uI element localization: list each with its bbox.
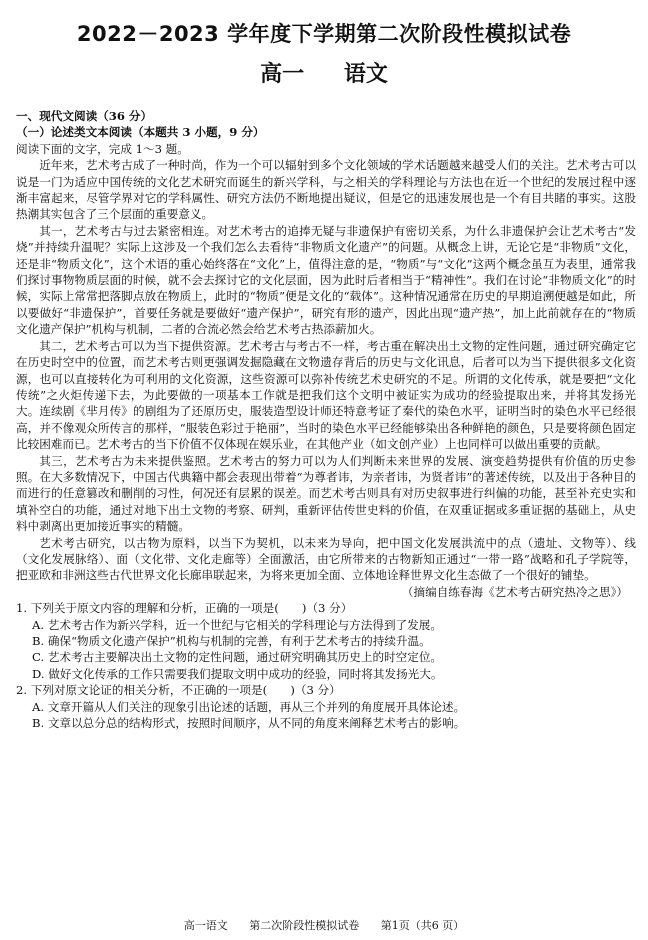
question-option: C. 艺术考古主要解决出土文物的定性问题，通过研究明确其历史上的时空定位。	[32, 650, 443, 665]
exam-title: 2022－2023 学年度下学期第二次阶段性模拟试卷	[76, 22, 572, 46]
footer-exam: 第二次阶段性模拟试卷	[249, 919, 360, 932]
passage-paragraph: 近年来，艺术考古成了一种时尚，作为一个可以辐射到多个文化领域的学术话题越来越受人们的关注。艺术考古可以说是一门为适应中国传统的文化艺术研究而诞生的新兴学科，与之相关的学科理论与方法也在近一个世纪的发展过程中逐渐丰富起来，尽管学界对它的学科属性、研究方法仍不断地提出疑议，但是它的迅速发展也是一个有目共睹的事实。这股热潮其实包含了三个层面的重要意义。	[16, 158, 636, 222]
passage-paragraph: 其二，艺术考古可以为当下提供资源。艺术考古与考古不一样，考古重在解决出土文物的定性问题，通过研究确定它在历史时空中的位置，而艺术考古则更强调发掘隐藏在文物遗存背后的历史与文化讯息，后者可以为当下提供很多文化资源，也可以直接转化为可利用的文化资源，这些资源可以弥补传统艺术史研究的不足。所谓的文化传承，就是要把“文化传统”之火炬传递下去，为此要做的一项基本工作就是把我们这个文明中被证实为成功的经验提取出来，并将其发扬光大。连续剧《芈月传》的剧组为了还原历史，服装造型设计师还特意考证了秦代的染色水平，证明当时的染色水平已经很高，并不像观众所传言的那样，“服装色彩过于艳丽”，当时的染色水平已经能够染出各种鲜艳的颜色，只是要将颜色固定比较困难而已。艺术考古的当下价值不仅体现在娱乐业，在其他产业（如文创产业）上也同样可以做出重要的贡献。	[16, 338, 636, 452]
passage-paragraph: 其一，艺术考古与过去紧密相连。对艺术考古的追捧无疑与非遗保护有密切关系，为什么非遗保护会让艺术考古“发烧”并持续升温呢？实际上这涉及一个我们怎么去看待“非物质文化遗产”的问题。从概念上讲，无论它是“非物质”文化，还是非“物质文化”，这个术语的重心始终落在“文化”上，值得注意的是，“物质”与“文化”这两个概念虽互为表里，通常我们探讨事物物质层面的时候，就不会去探讨它的文化层面，因为此时后者相当于“精神性”。我们在讨论“非物质文化”的时候，实际上常常把落脚点放在物质上，此时的“物质”便是文化的“载体”。这种情况通常在历史的早期追溯便越是如此，所以要做好“非遗保护”，首要任务就是要做好“遗产保护”，研究有形的遗产，因此出现“遗产热”，加上此前就存在的“物质文化遗产保护”机构与机制，二者的合流必然会给艺术考古热添薪加火。	[16, 223, 636, 337]
exam-body	[16, 108, 636, 731]
footer-page-number: 第1页（共6 页）	[380, 919, 465, 932]
section-subheading: （一）论述类文本阅读（本题共 3 小题，9 分）	[16, 125, 265, 140]
section-heading: 一、现代文阅读（36 分）	[16, 109, 153, 123]
question-option: B. 确保“物质文化遗产保护”机构与机制的完善，有利于艺术考古的持续升温。	[32, 634, 431, 648]
passage-attribution: （摘编自练春海《艺术考古研究热冷之思》）	[401, 584, 628, 599]
grade-label: 高一	[260, 62, 305, 87]
footer-subject: 高一语文	[183, 919, 228, 932]
reading-instruction: 阅读下面的文字，完成 1～3 题。	[16, 141, 189, 156]
passage-paragraph: 艺术考古研究，以古物为原料，以当下为契机，以未来为导向，把中国文化发展洪流中的点（遗址、文物等）、线（文化发展脉络）、面（文化带、文化走廊等）全面激活，由它所带来的古物新知正通过“一带一路”战略和孔子学院等，把亚欧和非洲这些古代世界文化长廊串联起来，为将来更加全面、立体地诠释世界文化生态做了一个很好的铺垫。	[16, 535, 636, 583]
passage-paragraph: 其三，艺术考古为未来提供鉴照。艺术考古的努力可以为人们判断未来世界的发展、演变趋势提供有价值的历史参照。在大多数情况下，中国古代典籍中都会表现出带着“为尊者讳，为亲者讳，为贤者讳”的著述传统，以及出于各种目的而进行的任意篡改和删削的习性，何况还有层累的误差。而艺术考古则具有对历史叙事进行纠偏的功能，甚至补充史实和填补空白的功能，通过对地下出土文物的考察、研判，重新评估传世史料的价值，在双重证据或多重证据的基础上，从史料中剥离出更加接近事实的精髓。	[16, 453, 636, 534]
subject-title	[0, 57, 648, 88]
page-footer	[0, 917, 648, 933]
question-option: A. 文章开篇从人们关注的现象引出论述的话题，再从三个并列的角度展开具体论述。	[32, 699, 466, 714]
question-stem: 1. 下列关于原文内容的理解和分析，正确的一项是( )（3 分）	[16, 601, 353, 616]
question-option: B. 文章以总分总的结构形式，按照时间顺序，从不同的角度来阐释艺术考古的影响。	[32, 716, 466, 731]
question-option: A. 艺术考古作为新兴学科，近一个世纪与它相关的学科理论与方法得到了发展。	[32, 617, 442, 632]
question-option: D. 做好文化传承的工作只需要我们提取文明中成功的经验，同时将其发扬光大。	[32, 666, 443, 681]
subject-label: 语文	[343, 62, 388, 87]
question-stem: 2. 下列对原文论证的相关分析，不正确的一项是( )（3 分）	[16, 683, 341, 698]
